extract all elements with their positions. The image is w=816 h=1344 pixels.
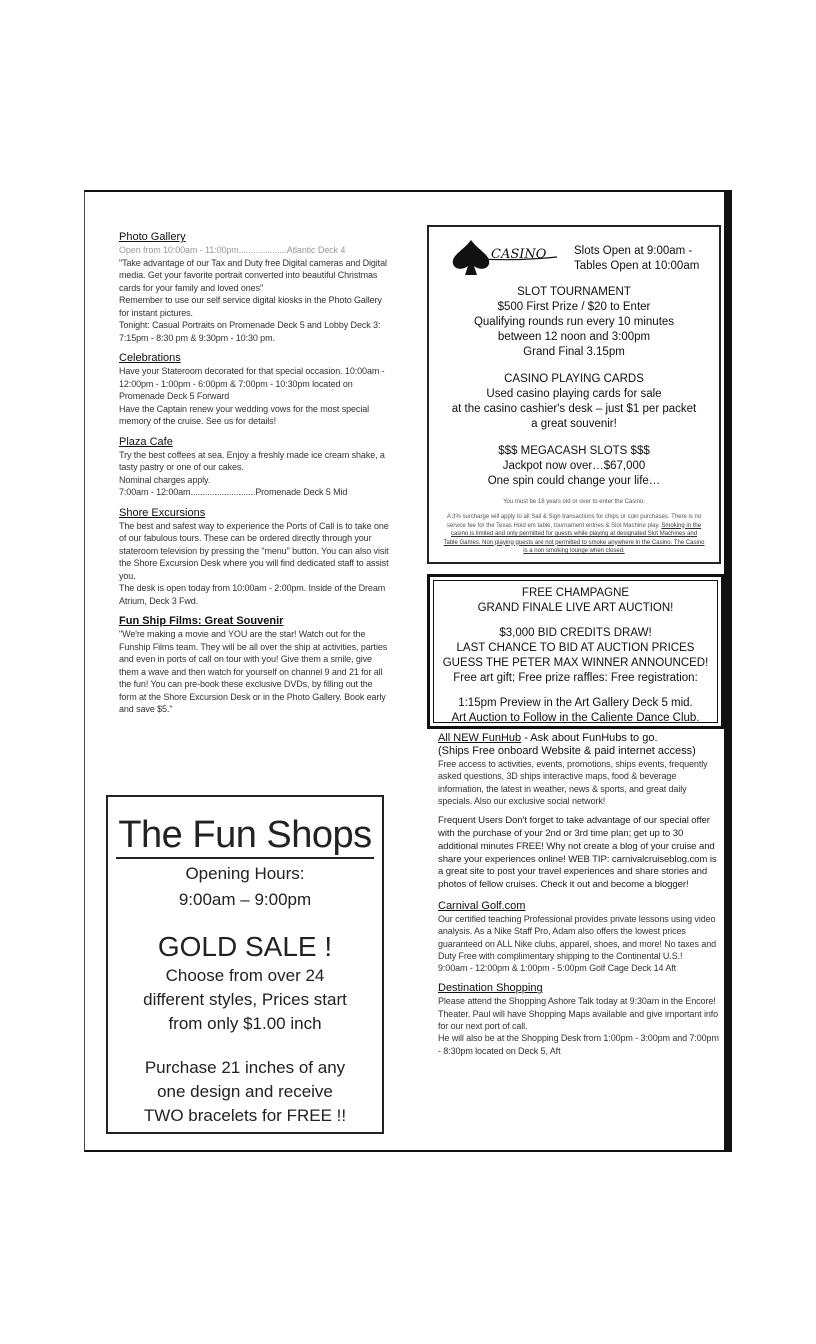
- megacash-jackpot: Jackpot now over…$67,000: [502, 460, 646, 472]
- left-column: [119, 230, 391, 723]
- auction-line3: $3,000 BID CREDITS DRAW!: [499, 627, 652, 639]
- plaza-cafe-heading: Plaza Cafe: [119, 435, 173, 448]
- photo-gallery-text1: "Take advantage of our Tax and Duty free Digital cameras and Digital media. Get your favorite portrait converted into beautiful Christmas cards for your family and loved ones": [119, 257, 387, 293]
- fun-ship-films-heading: Fun Ship Films: Great Souvenir: [119, 615, 284, 627]
- fun-ship-films-section: [119, 614, 391, 716]
- gold-sale-line4: Purchase 21 inches of any: [144, 1058, 346, 1077]
- shopping-text2: He will also be at the Shopping Desk from 1:00pm - 3:00pm and 7:00pm - 8:30pm located on Deck 5, Aft: [438, 1033, 719, 1056]
- slot-tournament-rounds: Qualifying rounds run every 10 minutes: [473, 316, 675, 328]
- art-auction-inner: [433, 580, 718, 723]
- casino-hours: [574, 244, 699, 274]
- celebrations-text2: Have the Captain renew your wedding vows for the most special memory of the cruise. See us for details!: [119, 403, 370, 426]
- fun-ship-films-text: "We're making a movie and YOU are the star! Watch out for the Funship Films team. They will be all over the ship at activities, parties and even in ports of call on tour with you! Give them a smile, give them a wave and then watch for yourself on channel 9 and 21 for all the fun! You can pre-book these exclusive DVDs, by filling out the form at the Shore Excursion Desk or in the Photo Gallery. Book early and save $5.": [119, 629, 388, 714]
- photo-gallery-text3: Tonight: Casual Portraits on Promenade Deck 5 and Lobby Deck 3: 7:15pm - 8:30 pm & 9:30pm - 10:30 pm.: [119, 320, 381, 343]
- gold-sale-heading: GOLD SALE !: [157, 931, 333, 962]
- right-column: [438, 732, 720, 1065]
- funhub-heading: All NEW FunHub - Ask about FunHubs to go.: [438, 732, 658, 744]
- auction-line6: Free art gift; Free prize raffles: Free registration:: [453, 672, 698, 684]
- gold-sale-line3: from only $1.00 inch: [168, 1014, 322, 1033]
- fun-shops-hours-label: Opening Hours:: [185, 864, 305, 883]
- slot-tournament-title: SLOT TOURNAMENT: [517, 286, 631, 298]
- plaza-cafe-text3: 7:00am - 12:00am...........................Promenade Deck 5 Mid: [119, 487, 348, 497]
- megacash-title: $$$ MEGACASH SLOTS $$$: [498, 445, 650, 457]
- celebrations-heading: Celebrations: [119, 352, 181, 364]
- photo-gallery-section: [119, 230, 391, 344]
- celebrations-section: [119, 351, 391, 428]
- playing-cards-line1: Used casino playing cards for sale: [486, 388, 662, 400]
- casino-fine-print: [429, 513, 719, 556]
- golf-heading: Carnival Golf.com: [438, 899, 526, 912]
- gold-sale-line5: one design and receive: [157, 1082, 333, 1101]
- tables-open-text: Tables Open at 10:00am: [574, 260, 700, 272]
- auction-line2: GRAND FINALE LIVE ART AUCTION!: [477, 602, 674, 614]
- casino-box: [427, 225, 721, 564]
- golf-section: [438, 900, 720, 974]
- shopping-heading: Destination Shopping: [438, 982, 543, 995]
- shore-excursions-heading: Shore Excursions: [119, 506, 206, 519]
- megacash-tagline: One spin could change your life…: [487, 475, 661, 487]
- slot-tournament-block: [429, 285, 719, 360]
- casino-spade-logo: [449, 237, 559, 277]
- megacash-block: [429, 444, 719, 489]
- funhub-section: [438, 732, 720, 807]
- casino-surcharge-text: A 3% surcharge will apply to all Sail & Sign transactions for chips or coin purchases. There is no service fee for the Texas Hold em table, tournament entries & Slot Machine play.: [446, 514, 702, 529]
- slot-tournament-final: Grand Final 3.15pm: [523, 346, 625, 358]
- casino-age-notice: You must be 18 years old or over to enter the Casino.: [503, 499, 645, 505]
- casino-logo-text: CASINO: [491, 247, 547, 262]
- funhub-subheading: (Ships Free onboard Website & paid internet access): [438, 745, 696, 757]
- funhub-text: Free access to activities, events, promotions, ships events, frequently asked questions, 3D ships interactive maps, food & beverage information, the latest in weather, news & sports, and great daily specials. Also our exclusive social network!: [438, 759, 708, 806]
- celebrations-text1: Have your Stateroom decorated for that special occasion. 10:00am - 12:00pm - 1:00pm - 6:00pm & 7:00pm - 10:30pm located on Promenade Deck 5 Forward: [119, 366, 385, 401]
- frequent-users-text: Frequent Users Don't forget to take advantage of our special offer with the purchase of your 2nd or 3rd time plan; get up to 30 additional minutes FREE! Why not create a blog of your cruise and share your experiences online! WEB TIP: carnivalcruiseblog.com is a great site to post your travel experiences and share stories and photos of fellow cruises. Check it out and become a blogger!: [438, 815, 717, 891]
- slot-tournament-times: between 12 noon and 3:00pm: [497, 331, 651, 343]
- fun-shops-title: The Fun Shops: [116, 813, 373, 859]
- plaza-cafe-text2: Nominal charges apply.: [119, 474, 211, 485]
- golf-text2: 9:00am - 12:00pm & 1:00pm - 5:00pm Golf Cage Deck 14 Aft: [438, 963, 677, 974]
- fun-shops-box: [106, 795, 384, 1134]
- gold-sale-line1: Choose from over 24: [165, 966, 325, 985]
- playing-cards-block: [429, 372, 719, 432]
- plaza-cafe-section: [119, 435, 391, 499]
- casino-smoking-text: Smoking in the casino is limited and only permitted for guests while playing at designated Slot Machines and Table Games. Non playing guests are not permitted to smoke anywhere in the Casino. The Casino is a non smoking lounge when closed.: [443, 522, 705, 554]
- photo-gallery-text2: Remember to use our self service digital kiosks in the Photo Gallery for instant pictures.: [119, 295, 382, 318]
- auction-line4: LAST CHANCE TO BID AT AUCTION PRICES: [456, 642, 695, 654]
- auction-line5: GUESS THE PETER MAX WINNER ANNOUNCED!: [442, 657, 709, 669]
- plaza-cafe-text1: Try the best coffees at sea. Enjoy a freshly made ice cream shake, a tasty pastry or one of our cakes.: [119, 449, 385, 472]
- gold-sale-line6: TWO bracelets for FREE !!: [143, 1106, 347, 1125]
- playing-cards-title: CASINO PLAYING CARDS: [504, 373, 644, 385]
- gold-sale-line2: different styles, Prices start: [143, 990, 347, 1009]
- casino-header: [429, 227, 719, 285]
- page-edge-shadow: [724, 190, 732, 1152]
- shore-excursions-section: [119, 506, 391, 608]
- auction-line7: 1:15pm Preview in the Art Gallery Deck 5 mid.: [458, 697, 693, 709]
- auction-line1: FREE CHAMPAGNE: [521, 587, 630, 599]
- shopping-section: [438, 982, 720, 1056]
- slot-tournament-prize: $500 First Prize / $20 to Enter: [497, 301, 651, 313]
- fun-shops-hours: 9:00am – 9:00pm: [178, 890, 312, 909]
- photo-gallery-hours: Open from 10:00am - 11:00pm....................Atlantic Deck 4: [119, 245, 346, 255]
- shopping-text1: Please attend the Shopping Ashore Talk today at 9:30am in the Encore! Theater. Paul will have Shopping Maps available and give important info for our next port of call.: [438, 996, 719, 1032]
- shore-excursions-text2: The desk is open today from 10:00am - 2:00pm. Inside of the Dream Atrium, Deck 3 Fwd.: [119, 583, 386, 606]
- photo-gallery-heading: Photo Gallery: [119, 231, 186, 243]
- playing-cards-line2: at the casino cashier's desk – just $1 per packet: [451, 403, 697, 415]
- auction-line8: Art Auction to Follow in the Caliente Dance Club.: [451, 712, 700, 724]
- frequent-users-section: [438, 815, 720, 892]
- shore-excursions-text1: The best and safest way to experience the Ports of Call is to take one of our fabulous tours. These can be ordered directly through your stateroom television by pressing the "menu" button. You can also visit the Shore Excursion Desk where you will find dedicated staff to assist you.: [119, 520, 389, 581]
- art-auction-box: [427, 574, 724, 729]
- slots-open-text: Slots Open at 9:00am -: [574, 245, 693, 257]
- playing-cards-line3: a great souvenir!: [531, 418, 617, 430]
- golf-text1: Our certified teaching Professional provides private lessons using video analysis. As a Nike Staff Pro, Adam also offers the lowest prices guaranteed on ALL Nike clubs, apparel, shoes, and more! No taxes and Duty Free with complimentary shipping to the Continental U.S.!: [438, 913, 717, 961]
